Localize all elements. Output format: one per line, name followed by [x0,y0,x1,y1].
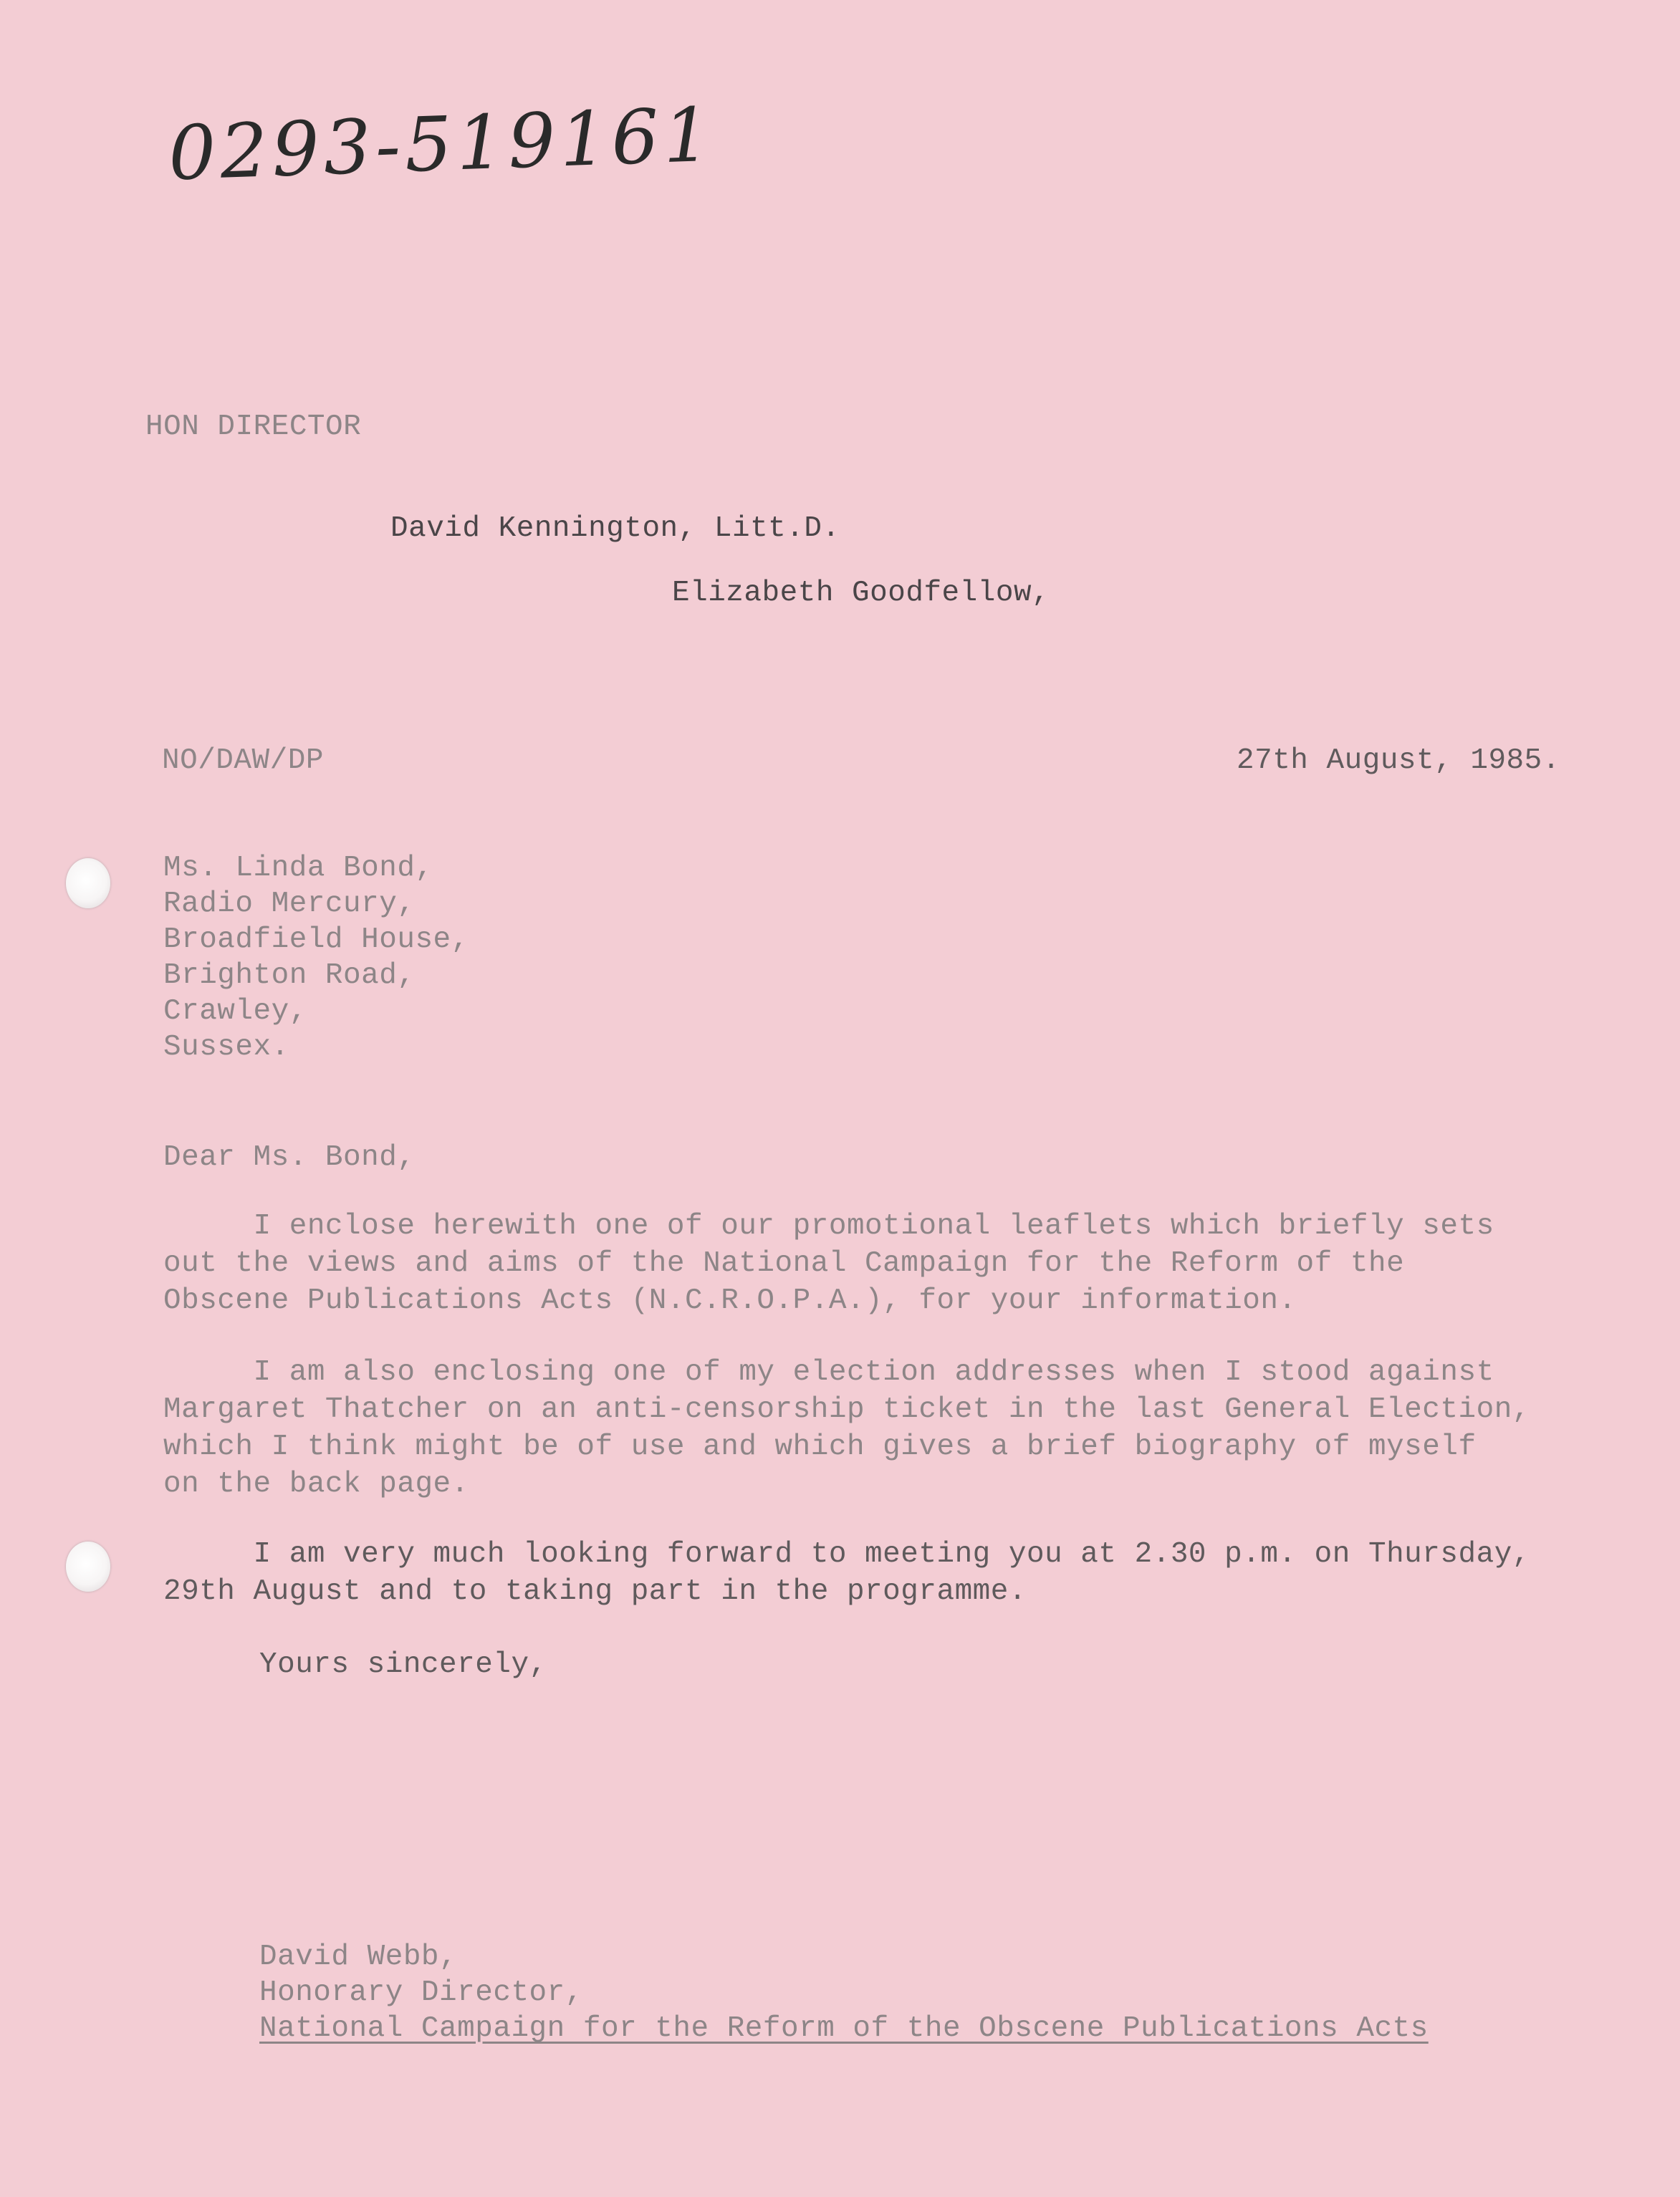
signatory-name: David Webb, [259,1941,458,1974]
recipient-line: Ms. Linda Bond, [163,852,433,885]
recipient-line: Sussex. [163,1031,289,1064]
punch-hole [66,858,110,908]
body-line: I enclose herewith one of our promotional leaflets which briefly sets [163,1210,1494,1243]
body-line: which I think might be of use and which gives a brief biography of myself [163,1431,1477,1463]
body-line: Margaret Thatcher on an anti-censorship ticket in the last General Election, [163,1393,1530,1426]
salutation: Dear Ms. Bond, [163,1141,416,1174]
letterhead-heading: HON DIRECTOR [145,410,362,443]
letter-date: 27th August, 1985. [1237,744,1560,777]
body-line: Obscene Publications Acts (N.C.R.O.P.A.), for your information. [163,1284,1297,1317]
reference-code: NO/DAW/DP [162,744,324,777]
officer-name: Elizabeth Goodfellow, [672,577,1050,610]
body-line: out the views and aims of the National Campaign for the Reform of the [163,1247,1405,1280]
recipient-line: Crawley, [163,995,307,1028]
signatory-organisation: National Campaign for the Reform of the Obscene Publications Acts [259,2012,1429,2045]
signatory-title: Honorary Director, [259,1976,583,2009]
body-line: on the back page. [163,1468,469,1501]
handwritten-phone-number: 0293-519161 [167,90,716,198]
recipient-line: Radio Mercury, [163,888,416,920]
officer-name: David Kennington, Litt.D. [390,512,840,545]
punch-hole [66,1542,110,1592]
body-line: I am very much looking forward to meeting you at 2.30 p.m. on Thursday, [163,1538,1530,1571]
body-line: 29th August and to taking part in the programme. [163,1575,1027,1608]
recipient-line: Brighton Road, [163,959,416,992]
body-line: I am also enclosing one of my election addresses when I stood against [163,1356,1494,1389]
closing: Yours sincerely, [259,1648,547,1681]
recipient-line: Broadfield House, [163,923,469,956]
